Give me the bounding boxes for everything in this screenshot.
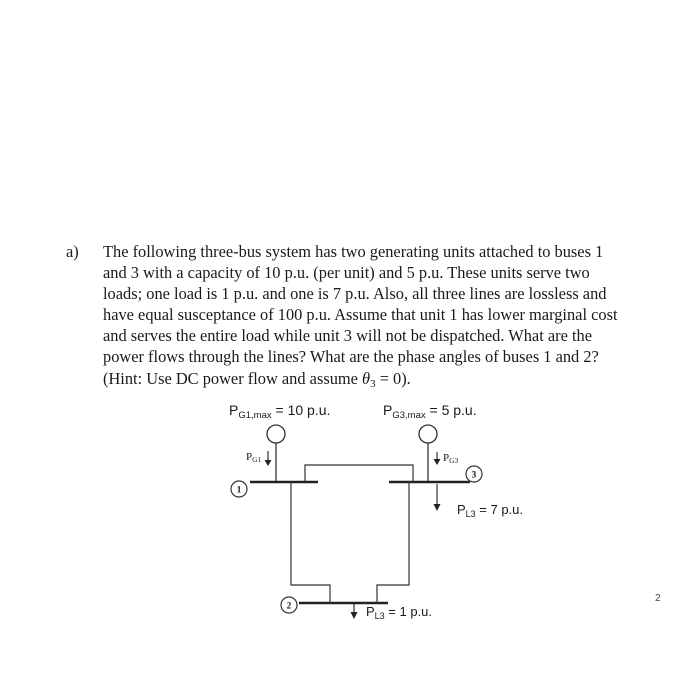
- hint-suffix: = 0).: [375, 368, 411, 388]
- pg1-arrow-head: [265, 460, 272, 466]
- bus-1-number: 1: [236, 484, 242, 495]
- bus-3-number: 3: [471, 469, 477, 480]
- line-1-3: [305, 465, 413, 482]
- gen1-max-label: $P_{G1,max} = 10$ p.u.: [229, 402, 331, 421]
- question-line-3: loads; one load is 1 p.u. and one is 7 p.u. Also, all three lines are lossless and: [103, 284, 607, 304]
- load-3-label: $P_{L3} = 7$ p.u.: [457, 502, 524, 519]
- question-line-1: The following three-bus system has two generating units attached to buses 1: [103, 242, 604, 261]
- hint-prefix: (Hint: Use DC power flow and assume: [103, 368, 363, 388]
- question-line-4: have equal susceptance of 100 p.u. Assume that unit 1 has lower marginal cost: [103, 305, 618, 325]
- pg3-label: PG3: [443, 452, 459, 465]
- pg1-label: PG1: [246, 451, 262, 464]
- line-1-2: [291, 482, 330, 603]
- pg3-arrow-head: [434, 459, 441, 465]
- question-line-2: and 3 with a capacity of 10 p.u. (per unit) and 5 p.u. These units serve two: [103, 263, 590, 283]
- question-line-6: power flows through the lines? What are the phase angles of buses 1 and 2?: [103, 347, 599, 367]
- page-number: 2: [655, 593, 661, 604]
- generator-3-symbol: [419, 425, 437, 443]
- load-2-arrow-head: [351, 612, 358, 619]
- bus-2-number: 2: [286, 600, 292, 611]
- load-2-label: $P_{L3} = 1$ p.u.: [366, 604, 433, 621]
- load-3-arrow-head: [434, 504, 441, 511]
- question-line-5: and serves the entire load while unit 3 will not be dispatched. What are the: [103, 326, 592, 346]
- hint-theta-sub: 3: [370, 377, 376, 390]
- question-label: a): [66, 242, 79, 261]
- line-2-3: [377, 482, 409, 603]
- hint-theta: θ: [362, 368, 371, 388]
- gen3-max-label: $P_{G3,max} = 5$ p.u.: [383, 402, 477, 421]
- generator-1-symbol: [267, 425, 285, 443]
